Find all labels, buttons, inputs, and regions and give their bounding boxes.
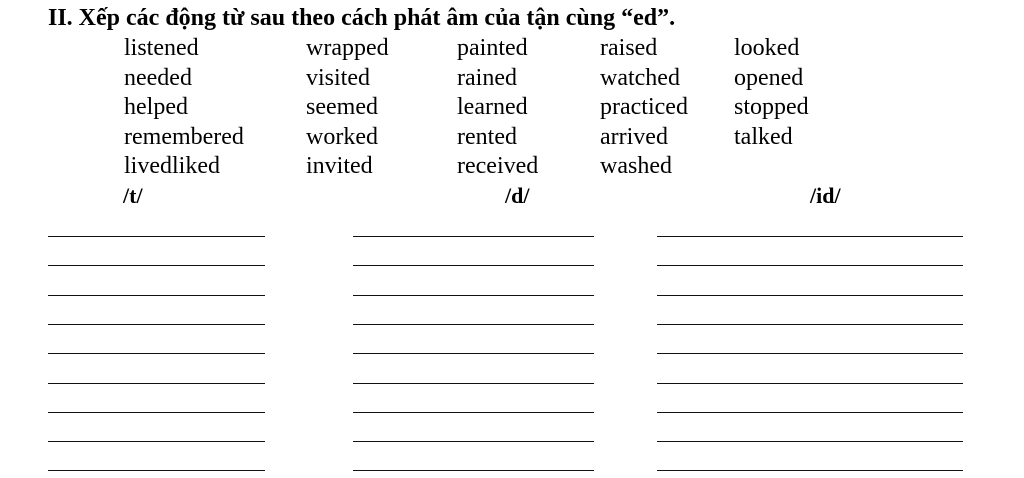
answer-line[interactable] xyxy=(353,265,594,266)
answer-line[interactable] xyxy=(353,470,594,471)
word-item: stopped xyxy=(734,94,809,120)
header-d: /d/ xyxy=(505,183,530,208)
answer-line[interactable] xyxy=(353,441,594,442)
word-item: painted xyxy=(457,35,528,61)
answer-line[interactable] xyxy=(657,324,963,325)
answer-line[interactable] xyxy=(353,295,594,296)
word-item: helped xyxy=(124,94,188,120)
answer-line[interactable] xyxy=(48,265,265,266)
answer-line[interactable] xyxy=(48,324,265,325)
answer-line[interactable] xyxy=(657,353,963,354)
word-item: learned xyxy=(457,94,528,120)
word-item: washed xyxy=(600,153,672,179)
answer-line[interactable] xyxy=(48,236,265,237)
header-t: /t/ xyxy=(123,183,143,208)
word-item: practiced xyxy=(600,94,688,120)
answer-line[interactable] xyxy=(353,353,594,354)
word-item: raised xyxy=(600,35,658,61)
answer-line[interactable] xyxy=(353,412,594,413)
answer-line[interactable] xyxy=(48,383,265,384)
word-item: wrapped xyxy=(306,35,389,61)
word-item: needed xyxy=(124,65,192,91)
answer-line[interactable] xyxy=(48,295,265,296)
word-item: visited xyxy=(306,65,370,91)
answer-line[interactable] xyxy=(48,470,265,471)
word-item: rained xyxy=(457,65,517,91)
word-item: seemed xyxy=(306,94,378,120)
answer-line[interactable] xyxy=(48,353,265,354)
word-item: opened xyxy=(734,65,804,91)
word-item: talked xyxy=(734,124,793,150)
word-item: livedliked xyxy=(124,153,220,179)
answer-line[interactable] xyxy=(657,383,963,384)
word-item: watched xyxy=(600,65,680,91)
header-id: /id/ xyxy=(810,183,841,208)
exercise-title: II. Xếp các động từ sau theo cách phát âm của tận cùng “ed”. xyxy=(48,5,676,31)
word-item: looked xyxy=(734,35,800,61)
answer-line[interactable] xyxy=(48,441,265,442)
answer-line[interactable] xyxy=(657,295,963,296)
answer-line[interactable] xyxy=(353,383,594,384)
answer-line[interactable] xyxy=(48,412,265,413)
answer-line[interactable] xyxy=(657,236,963,237)
word-item: listened xyxy=(124,35,199,61)
answer-line[interactable] xyxy=(353,324,594,325)
word-item: received xyxy=(457,153,539,179)
answer-line[interactable] xyxy=(657,470,963,471)
answer-line[interactable] xyxy=(657,265,963,266)
word-item: invited xyxy=(306,153,373,179)
answer-line[interactable] xyxy=(657,412,963,413)
word-item: rented xyxy=(457,124,517,150)
answer-line[interactable] xyxy=(353,236,594,237)
word-item: worked xyxy=(306,124,378,150)
word-item: arrived xyxy=(600,124,668,150)
word-item: remembered xyxy=(124,124,244,150)
answer-line[interactable] xyxy=(657,441,963,442)
